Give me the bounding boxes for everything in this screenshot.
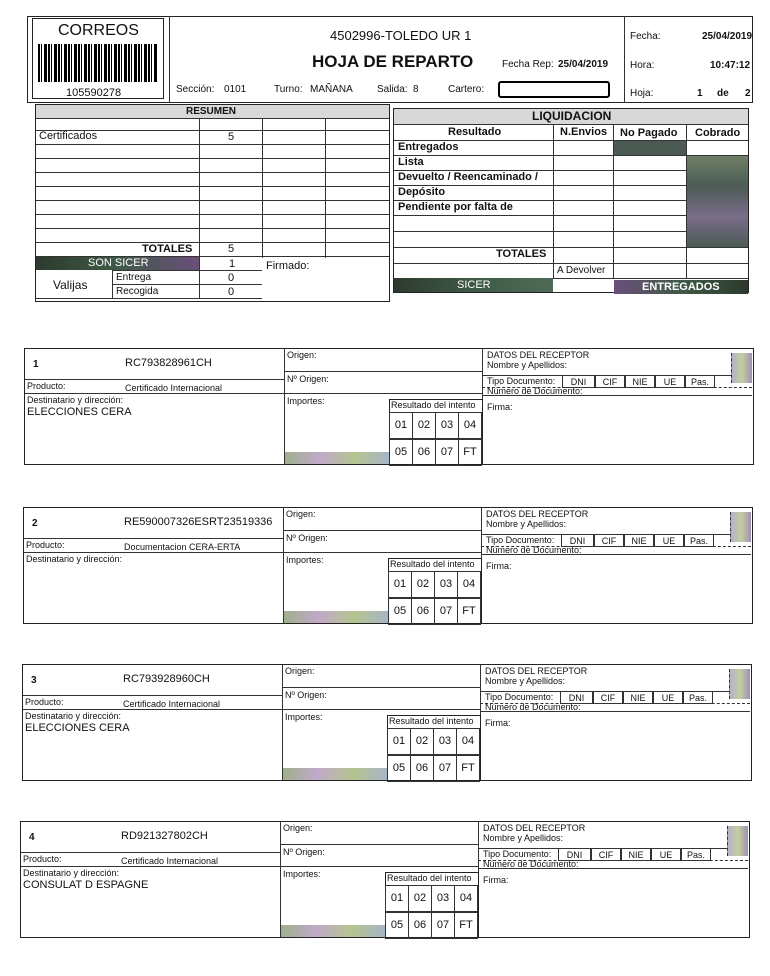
intent-code-cell[interactable]: 04 — [456, 728, 480, 755]
doc-type-option[interactable]: Pas. — [681, 848, 711, 861]
cartero-label: Cartero: — [448, 84, 485, 95]
item-product: Certificado Internacional — [121, 856, 219, 866]
intent-code-cell[interactable]: 04 — [457, 571, 481, 598]
datos-receptor-label: DATOS DEL RECEPTOR — [487, 350, 590, 360]
intent-code-cell[interactable]: 05 — [389, 439, 413, 466]
son-sicer-label: SON SICER — [88, 257, 149, 269]
intent-code-cell[interactable]: FT — [454, 912, 478, 939]
a-devolver-label: A Devolver — [557, 265, 606, 276]
intent-code-cell[interactable]: 02 — [408, 885, 432, 912]
doc-type-option[interactable]: NIE — [624, 534, 654, 547]
son-sicer-value: 1 — [229, 258, 236, 270]
numero-documento-label: Número de Documento: — [486, 545, 582, 555]
tipo-documento-label: Tipo Documento: — [485, 692, 554, 702]
liq-row-pendiente: Pendiente por falta de — [398, 201, 513, 213]
doc-type-option[interactable]: DNI — [561, 534, 594, 547]
importes-shaded-strip — [284, 611, 388, 623]
resumen-totales-value: 5 — [228, 243, 235, 255]
intent-code-cell[interactable]: 06 — [408, 912, 432, 939]
sicer-label: SICER — [457, 279, 491, 291]
doc-type-option[interactable]: CIF — [594, 534, 624, 547]
doc-type-option[interactable]: UE — [651, 848, 681, 861]
item-product: Certificado Internacional — [123, 699, 221, 709]
resumen-certificados-value: 5 — [228, 131, 235, 143]
origen-label: Origen: — [286, 509, 316, 519]
item-product: Certificado Internacional — [125, 383, 223, 393]
resumen-totales-label: TOTALES — [142, 243, 193, 255]
producto-label: Producto: — [27, 381, 66, 391]
hora-label: Hora: — [630, 60, 655, 71]
producto-label: Producto: — [26, 540, 65, 550]
fecha-rep-value: 25/04/2019 — [558, 59, 609, 70]
origen-label: Origen: — [285, 666, 315, 676]
doc-type-option[interactable]: Pas. — [685, 375, 715, 388]
valijas-label: Valijas — [53, 278, 88, 292]
recogida-label: Recogida — [116, 286, 159, 297]
intent-code-cell[interactable]: 04 — [458, 412, 482, 439]
producto-label: Producto: — [23, 854, 62, 864]
intent-code-cell[interactable]: 07 — [435, 439, 459, 466]
turno-label: Turno: — [274, 84, 303, 95]
resultado-intento-label: Resultado del intento — [390, 559, 475, 569]
n-origen-label: Nº Origen: — [287, 374, 329, 384]
importes-label: Importes: — [285, 712, 323, 722]
nombre-label: Nombre y Apellidos: — [483, 833, 564, 843]
item-destinatario: CONSULAT D ESPAGNE — [23, 879, 149, 891]
destinatario-label: Destinatario y dirección: — [23, 868, 120, 878]
entrega-label: Entrega — [116, 272, 152, 283]
item-tracking-code: RD921327802CH — [121, 830, 208, 842]
item-product: Documentacion CERA-ERTA — [124, 542, 241, 552]
item-tracking-code: RC793928960CH — [123, 673, 210, 685]
salida-label: Salida: — [377, 84, 408, 95]
firma-label: Firma: — [483, 875, 509, 885]
origen-label: Origen: — [283, 823, 313, 833]
item-destinatario: ELECCIONES CERA — [27, 406, 132, 418]
doc-type-option[interactable]: NIE — [623, 691, 653, 704]
fecha-value: 25/04/2019 — [702, 31, 753, 42]
item-number: 4 — [29, 832, 35, 843]
n-origen-label: Nº Origen: — [283, 847, 325, 857]
liq-row-devuelto: Devuelto / Reencaminado / — [398, 171, 538, 183]
n-origen-label: Nº Origen: — [286, 533, 328, 543]
col-no-pagado: No Pagado — [620, 127, 678, 139]
producto-label: Producto: — [25, 697, 64, 707]
destinatario-label: Destinatario y dirección: — [27, 395, 124, 405]
col-cobrado: Cobrado — [695, 127, 741, 139]
intent-code-cell[interactable]: 06 — [410, 755, 434, 782]
intent-code-cell[interactable]: 07 — [433, 755, 457, 782]
seccion-label: Sección: — [176, 84, 215, 95]
importes-label: Importes: — [287, 396, 325, 406]
barcode-number: 105590278 — [66, 87, 122, 99]
fecha-rep-label: Fecha Rep: — [502, 59, 554, 70]
hoja-de: de — [717, 88, 729, 99]
delivery-item-card — [24, 348, 754, 465]
firma-label: Firma: — [485, 718, 511, 728]
doc-type-option[interactable]: NIE — [625, 375, 655, 388]
item-tracking-code: RE590007326ESRT23519336 — [124, 516, 273, 528]
firma-label: Firma: — [486, 561, 512, 571]
hoja-value: 1 — [697, 88, 703, 99]
importes-label: Importes: — [283, 869, 321, 879]
delivery-item-card — [23, 507, 753, 624]
datos-receptor-label: DATOS DEL RECEPTOR — [485, 666, 588, 676]
doc-type-option[interactable]: DNI — [558, 848, 591, 861]
nombre-label: Nombre y Apellidos: — [485, 676, 566, 686]
col-n-envios: N.Envios — [560, 126, 608, 138]
hoja-total: 2 — [745, 88, 751, 99]
item-destinatario: ELECCIONES CERA — [25, 722, 130, 734]
doc-type-option[interactable]: NIE — [621, 848, 651, 861]
cobrado-shaded-column — [687, 156, 748, 247]
intent-code-cell[interactable]: 03 — [435, 412, 459, 439]
hoja-label: Hoja: — [630, 88, 654, 99]
delivery-item-card — [20, 821, 750, 938]
intent-code-cell[interactable]: 05 — [387, 755, 411, 782]
liq-row-lista: Lista — [398, 156, 424, 168]
doc-type-option[interactable]: CIF — [591, 848, 621, 861]
intent-code-cell[interactable]: 05 — [388, 598, 412, 625]
resultado-intento-label: Resultado del intento — [389, 716, 474, 726]
intent-code-cell[interactable]: 02 — [410, 728, 434, 755]
importes-shaded-strip — [285, 452, 389, 464]
brand-name: CORREOS — [58, 22, 139, 39]
resultado-intento-label: Resultado del intento — [387, 873, 472, 883]
importes-shaded-strip — [283, 768, 387, 780]
tipo-documento-label: Tipo Documento: — [487, 376, 556, 386]
datos-receptor-label: DATOS DEL RECEPTOR — [486, 509, 589, 519]
doc-type-option[interactable]: UE — [653, 691, 683, 704]
liq-row-entregados: Entregados — [398, 141, 459, 153]
numero-documento-label: Número de Documento: — [485, 702, 581, 712]
intent-code-cell[interactable]: 07 — [431, 912, 455, 939]
intent-code-cell[interactable]: 02 — [411, 571, 435, 598]
numero-documento-label: Número de Documento: — [487, 386, 583, 396]
salida-value: 8 — [413, 84, 419, 95]
item-number: 2 — [32, 518, 38, 529]
turno-value: MAÑANA — [310, 84, 353, 95]
nombre-label: Nombre y Apellidos: — [486, 519, 567, 529]
liq-row-deposito: Depósito — [398, 186, 446, 198]
document-title: HOJA DE REPARTO — [312, 52, 474, 71]
origen-label: Origen: — [287, 350, 317, 360]
liq-totales-label: TOTALES — [496, 248, 547, 260]
intent-code-cell[interactable]: FT — [456, 755, 480, 782]
doc-type-option[interactable]: UE — [655, 375, 685, 388]
importes-label: Importes: — [286, 555, 324, 565]
datos-receptor-label: DATOS DEL RECEPTOR — [483, 823, 586, 833]
intent-code-cell[interactable]: 01 — [385, 885, 409, 912]
destinatario-label: Destinatario y dirección: — [26, 554, 123, 564]
tipo-documento-label: Tipo Documento: — [486, 535, 555, 545]
doc-type-option[interactable]: DNI — [562, 375, 595, 388]
doc-type-option[interactable]: Pas. — [683, 691, 713, 704]
intent-code-cell[interactable]: 05 — [385, 912, 409, 939]
n-origen-label: Nº Origen: — [285, 690, 327, 700]
doc-type-option[interactable]: UE — [654, 534, 684, 547]
firmado-label: Firmado: — [266, 260, 310, 272]
doc-type-option[interactable]: Pas. — [684, 534, 714, 547]
office-name: 4502996-TOLEDO UR 1 — [330, 28, 472, 43]
importes-shaded-strip — [281, 925, 385, 937]
intent-code-cell[interactable]: FT — [457, 598, 481, 625]
intent-code-cell[interactable]: 03 — [431, 885, 455, 912]
intent-code-cell[interactable]: 06 — [412, 439, 436, 466]
col-resultado: Resultado — [448, 126, 502, 138]
fecha-label: Fecha: — [630, 31, 661, 42]
intent-code-cell[interactable]: 03 — [433, 728, 457, 755]
intent-code-cell[interactable]: FT — [458, 439, 482, 466]
entregados-label: ENTREGADOS — [642, 281, 720, 293]
intent-code-cell[interactable]: 06 — [411, 598, 435, 625]
barcode-image — [38, 44, 158, 82]
intent-code-cell[interactable]: 03 — [434, 571, 458, 598]
doc-type-option[interactable]: CIF — [595, 375, 625, 388]
intent-code-cell[interactable]: 02 — [412, 412, 436, 439]
nombre-label: Nombre y Apellidos: — [487, 360, 568, 370]
doc-type-option[interactable]: CIF — [593, 691, 623, 704]
intent-code-cell[interactable]: 01 — [387, 728, 411, 755]
delivery-item-card — [22, 664, 752, 781]
recogida-value: 0 — [228, 286, 235, 298]
numero-documento-label: Número de Documento: — [483, 859, 579, 869]
hora-value: 10:47:12 — [710, 60, 751, 71]
seccion-value: 0101 — [224, 84, 247, 95]
intent-code-cell[interactable]: 07 — [434, 598, 458, 625]
liquidacion-title: LIQUIDACION — [532, 109, 612, 123]
tipo-documento-label: Tipo Documento: — [483, 849, 552, 859]
item-number: 1 — [33, 359, 39, 370]
doc-type-option[interactable]: DNI — [560, 691, 593, 704]
item-tracking-code: RC793828961CH — [125, 357, 212, 369]
intent-code-cell[interactable]: 04 — [454, 885, 478, 912]
intent-code-cell[interactable]: 01 — [389, 412, 413, 439]
intent-code-cell[interactable]: 01 — [388, 571, 412, 598]
resultado-intento-label: Resultado del intento — [391, 400, 476, 410]
resumen-title: RESUMEN — [186, 106, 237, 117]
firma-label: Firma: — [487, 402, 513, 412]
entrega-value: 0 — [228, 272, 235, 284]
cartero-redacted — [498, 81, 610, 98]
destinatario-label: Destinatario y dirección: — [25, 711, 122, 721]
item-number: 3 — [31, 675, 37, 686]
no-pagado-shaded-cell — [614, 141, 686, 155]
resumen-certificados-label: Certificados — [39, 130, 98, 142]
